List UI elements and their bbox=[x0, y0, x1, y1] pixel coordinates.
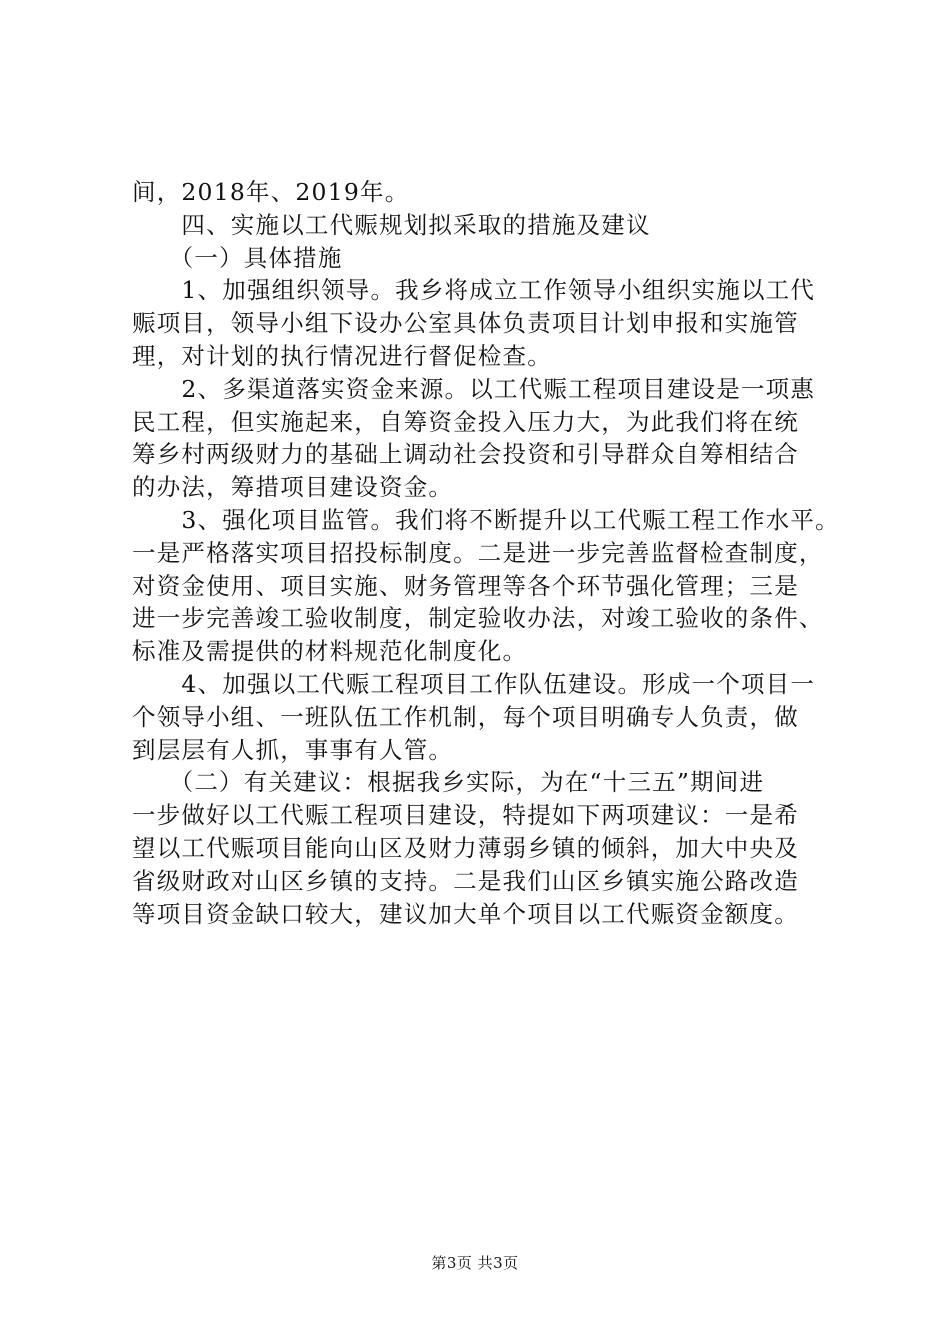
text-line: 2、多渠道落实资金来源。以工代赈工程项目建设是一项惠 bbox=[132, 374, 816, 403]
text-line: 间，2018年、2019年。 bbox=[132, 178, 410, 206]
text-line: （二）有关建议：根据我乡实际，为在“十三五”期间进 bbox=[132, 768, 765, 797]
page-number-footer: 第3页 共3页 bbox=[431, 1254, 519, 1272]
text-line: 1、加强组织领导。我乡将成立工作领导小组织实施以工代 bbox=[132, 276, 816, 305]
text-line: 个领导小组、一班队伍工作机制，每个项目明确专人负责，做 bbox=[132, 702, 799, 731]
text-line: 民工程，但实施起来，自筹资金投入压力大，为此我们将在统 bbox=[132, 407, 799, 436]
text-line: 进一步完善竣工验收制度，制定验收办法，对竣工验收的条件、 bbox=[132, 604, 824, 633]
section-heading: 四、实施以工代赈规划拟采取的措施及建议 bbox=[132, 210, 651, 239]
text-line: 望以工代赈项目能向山区及财力薄弱乡镇的倾斜，加大中央及 bbox=[132, 833, 799, 862]
text-line: 标准及需提供的材料规范化制度化。 bbox=[132, 637, 528, 666]
text-line: 赈项目，领导小组下设办公室具体负责项目计划申报和实施管 bbox=[132, 309, 799, 338]
text-line: 一步做好以工代赈工程项目建设，特提如下两项建议：一是希 bbox=[132, 801, 799, 830]
text-line: 省级财政对山区乡镇的支持。二是我们山区乡镇实施公路改造 bbox=[132, 866, 799, 895]
text-line: 筹乡村两级财力的基础上调动社会投资和引导群众自筹相结合 bbox=[132, 440, 799, 469]
text-line: 一是严格落实项目招投标制度。二是进一步完善监督检查制度， bbox=[132, 538, 824, 567]
text-line: 对资金使用、项目实施、财务管理等各个环节强化管理；三是 bbox=[132, 571, 799, 600]
text-line: 等项目资金缺口较大，建议加大单个项目以工代赈资金额度。 bbox=[132, 899, 799, 928]
text-line: 4、加强以工代赈工程项目工作队伍建设。形成一个项目一 bbox=[132, 669, 816, 698]
subsection-heading: （一）具体措施 bbox=[132, 243, 343, 272]
text-line: 3、强化项目监管。我们将不断提升以工代赈工程工作水平。 bbox=[132, 505, 840, 534]
text-line: 的办法，筹措项目建设资金。 bbox=[132, 473, 454, 502]
document-body bbox=[132, 176, 840, 930]
text-line: 到层层有人抓，事事有人管。 bbox=[132, 735, 454, 764]
text-line: 理，对计划的执行情况进行督促检查。 bbox=[132, 341, 552, 370]
